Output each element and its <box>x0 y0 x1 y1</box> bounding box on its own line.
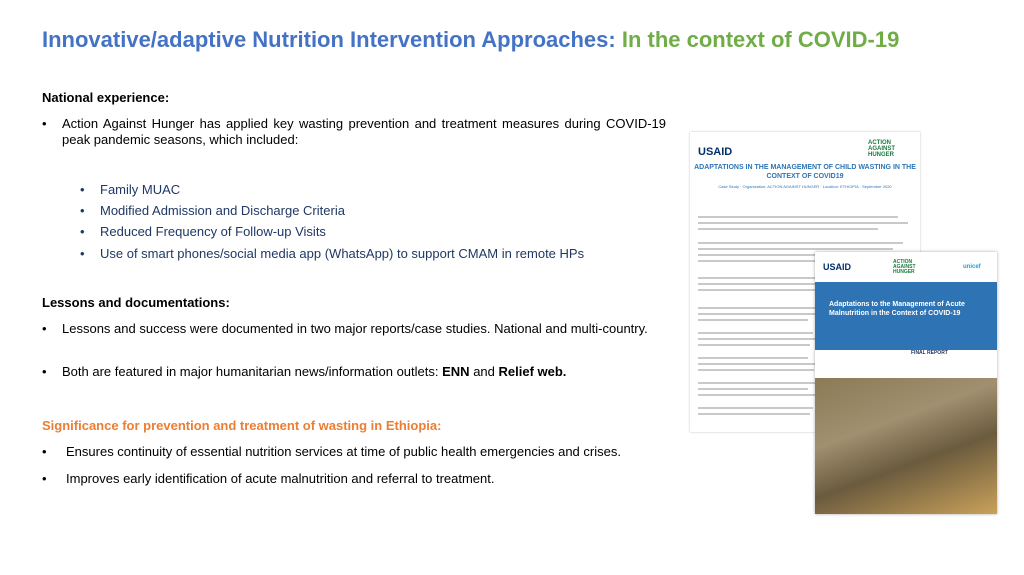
usaid-logo: USAID <box>698 146 733 158</box>
text-line <box>698 216 898 218</box>
bullet-dot: • <box>42 116 47 131</box>
outlet-enn: ENN <box>442 364 470 379</box>
significance-bullet <box>42 471 666 487</box>
aah-logo: ACTION AGAINST HUNGER <box>893 259 916 275</box>
text-line <box>698 369 814 371</box>
bullet-dot: • <box>42 471 47 486</box>
lessons-reports-text: Lessons and success were documented in two major reports/case studies. National and multi-country. <box>62 321 648 336</box>
outlets-and: and <box>473 364 495 379</box>
report-cover-photo <box>815 378 997 514</box>
national-intro-text: Action Against Hunger has applied key wasting prevention and treatment measures during COVID-19 peak pandemic seasons, which included: <box>62 116 666 147</box>
text-line <box>698 319 808 321</box>
national-item-text: Family MUAC <box>100 182 181 197</box>
title-context: In the context of COVID-19 <box>621 27 900 52</box>
bullet-dot: • <box>42 321 47 336</box>
lessons-bullet-outlets <box>42 364 666 380</box>
text-line <box>698 363 816 365</box>
national-item <box>80 246 584 261</box>
national-item-text: Reduced Frequency of Follow-up Visits <box>100 224 326 239</box>
bullet-dot: • <box>80 246 85 261</box>
significance-text: Improves early identification of acute malnutrition and referral to treatment. <box>66 471 495 486</box>
outlets-prefix: Both are featured in major humanitarian news/information outlets: <box>62 364 439 379</box>
text-line <box>698 307 818 309</box>
national-item <box>80 203 345 218</box>
text-line <box>698 242 903 244</box>
unicef-logo: unicef <box>963 264 981 270</box>
national-item-text: Use of smart phones/social media app (WhatsApp) to support CMAM in remote HPs <box>100 246 585 261</box>
text-line <box>698 407 813 409</box>
slide-title <box>42 27 899 53</box>
usaid-logo: USAID <box>823 262 852 272</box>
text-line <box>698 228 878 230</box>
text-line <box>698 357 808 359</box>
national-heading: National experience: <box>42 90 170 105</box>
lessons-outlets-text <box>62 364 666 380</box>
bullet-dot: • <box>42 444 47 459</box>
bullet-dot: • <box>80 182 85 197</box>
text-line <box>698 222 908 224</box>
text-line <box>698 344 810 346</box>
bullet-dot: • <box>80 203 85 218</box>
aah-logo: ACTION AGAINST HUNGER <box>868 140 895 158</box>
outlet-reliefweb: Relief web. <box>498 364 567 379</box>
national-intro-bullet <box>42 116 666 148</box>
text-line <box>698 338 816 340</box>
significance-text: Ensures continuity of essential nutrition services at time of public health emergencies and crises. <box>66 444 621 459</box>
national-item <box>80 182 180 197</box>
text-line <box>698 332 813 334</box>
bullet-dot: • <box>80 224 85 239</box>
bullet-dot: • <box>42 364 47 379</box>
lessons-bullet-reports <box>42 321 666 337</box>
lessons-heading: Lessons and documentations: <box>42 295 230 310</box>
text-line <box>698 382 816 384</box>
text-line <box>698 413 810 415</box>
text-line <box>698 388 808 390</box>
report2-heading: Adaptations to the Management of Acute Malnutrition in the Context of COVID-19 <box>829 301 965 317</box>
report1-subtitle: Case Study · Organization: ACTION AGAINST HUNGER · Location: ETHIOPIA · September 2020 <box>718 184 892 189</box>
national-item <box>80 224 326 239</box>
title-main: Innovative/adaptive Nutrition Intervention Approaches: <box>42 27 616 52</box>
national-item-text: Modified Admission and Discharge Criteria <box>100 203 345 218</box>
text-line <box>698 248 893 250</box>
significance-heading: Significance for prevention and treatment of wasting in Ethiopia: <box>42 418 442 433</box>
text-line <box>698 394 815 396</box>
report1-heading: ADAPTATIONS IN THE MANAGEMENT OF CHILD WASTING IN THE CONTEXT OF COVID19 <box>694 164 916 180</box>
text-line <box>698 313 816 315</box>
significance-bullet <box>42 444 666 460</box>
final-report-label: FINAL REPORT <box>911 350 948 356</box>
final-report-image <box>815 252 997 514</box>
